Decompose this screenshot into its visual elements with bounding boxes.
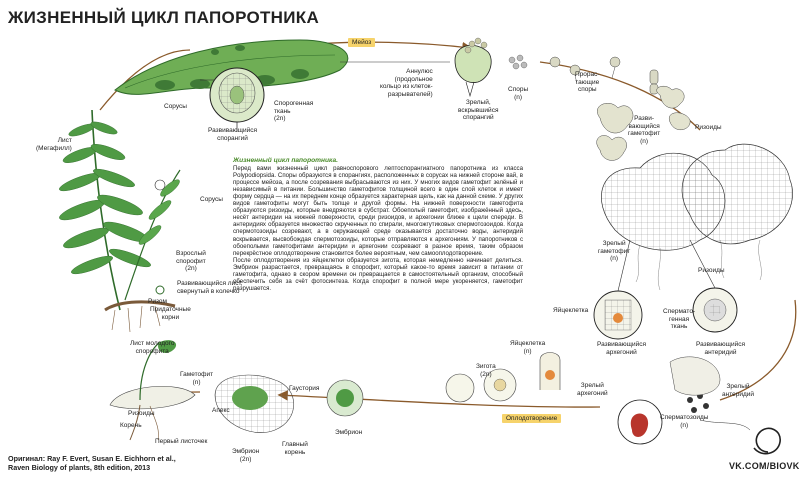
fiddlehead-shape bbox=[156, 286, 164, 294]
label-egg-cell-top: Яйцеклетка bbox=[553, 307, 589, 314]
label-annulus: Аннулюс (продольное кольцо из клеток- разрывателей) bbox=[380, 68, 433, 98]
mature-gametophyte-illustration bbox=[601, 144, 792, 290]
label-sori-leaf: Сорусы bbox=[200, 196, 223, 203]
embryo-illustration bbox=[327, 380, 363, 416]
label-gametophyte-bottom: Гаметофит (n) bbox=[180, 371, 214, 386]
label-germinating-spores: Прорас- тающие споры bbox=[575, 71, 600, 93]
page-title: ЖИЗНЕННЫЙ ЦИКЛ ПАПОРОТНИКА bbox=[8, 8, 320, 27]
source-credit: Оригинал: Ray F. Evert, Susan E. Eichhorn et al., Raven Biology of plants, 8th edition, 2013 bbox=[8, 454, 176, 472]
description-block bbox=[233, 157, 523, 292]
label-adult-sporophyte: Взрослый спорофит (2n) bbox=[176, 250, 206, 272]
description-text: Перед вами жизненный цикл равноспорового лептоспорангиатного папоротника из класса Polypodiopsida. Споры образуются в спорангиях, расположенных в сорусах на нижней стороне вай, в процессе мейоза, а после созревания выбрасываются из них. У многих видов гаметофит зелёный и независимый в питании. Большинство гаметофитов толщиной всего в один слой клеток и имеет форму сердца — на их переднем конце образуется характерная щель, как на данной схеме. У других видов гаметофиты могут быть толще и другой формы. На нижней поверхности гаметофита образуются ризоиды, которые внедряются в субстрат. Обоеполый гаметофит, изображённый здесь, несёт антеридии на нижней поверхности, среди ризоидов, и архегонии ближе к щели спереди. В антеридиях образуется множество скрученных по спирали, многожгутиковых спермотозоидов. Когда спермотозоиды созревают, а в окружающей среде оказывается достаточно воды, антеридий вскрывается, высвобождая спермотозоиды, которые отправляются к архегониям. У папоротников с обоеполыми гаметофитами антеридии и архегонии созревают в разное время, таким образом перекрёстное оплодотворение становится более вероятным, чем самооплодотворение. После оплодотворения из яйцеклетки образуется зигота, которая немедленно начинает делиться. Эмбрион разрастается, превращаясь в спорофит, который какое-то время зависит в питании от гаметофита, однако в скором времени он превращается в самостоятельный организм, способный обеспечить себя за счёт фотосинтеза. Когда спорофит в полной мере укореняется, гаметофит разрушается. bbox=[233, 165, 523, 292]
watermark-link[interactable]: VK.COM/BIOVK bbox=[729, 461, 800, 471]
label-developing-archegonium: Развивающийся архегоний bbox=[597, 341, 646, 356]
label-developing-sporangium: Развивающийся спорангий bbox=[208, 127, 257, 142]
meiosis-tag: Мейоз bbox=[348, 38, 375, 47]
label-mature-sporangium: Зрелый, вскрывшийся спорангий bbox=[458, 99, 499, 121]
archegonium-zoom bbox=[594, 291, 642, 339]
label-rhizoids-right: Ризоиды bbox=[698, 267, 725, 274]
label-spermatozoids: Сперматозоиды (n) bbox=[660, 414, 709, 429]
antheridium-zoom bbox=[693, 288, 737, 332]
sorus-shape bbox=[155, 80, 175, 90]
developing-sporangium-illustration bbox=[210, 68, 264, 132]
label-developing-antheridium: Развивающийся антеридий bbox=[696, 341, 745, 356]
label-leaf: Лист (Мегафилл) bbox=[36, 137, 72, 152]
label-root: Корень bbox=[120, 422, 142, 429]
label-mature-archegonium: Зрелый архегоний bbox=[577, 382, 608, 397]
mature-archegonium-illustration bbox=[540, 353, 560, 391]
mature-antheridium-illustration bbox=[618, 357, 750, 444]
embryo-gametophyte-illustration bbox=[215, 375, 294, 433]
fertilization-tag: Оплодотворение bbox=[502, 414, 561, 423]
label-embryo: Эмбрион bbox=[335, 429, 363, 436]
label-main-root: Главный корень bbox=[282, 441, 308, 456]
label-sori-top: Сорусы bbox=[164, 103, 187, 110]
label-foot: Гаустория bbox=[289, 385, 320, 392]
label-mature-gametophyte: Зрелый гаметофит (n) bbox=[598, 240, 631, 262]
label-spores: Споры (n) bbox=[508, 86, 529, 101]
label-sporogenic: Спорогенная ткань (2n) bbox=[274, 100, 314, 122]
egg-illustration bbox=[446, 374, 474, 402]
label-developing-leaf: Развивающийся лист, свернутый в колечко bbox=[177, 280, 243, 295]
spiral-icon bbox=[754, 428, 780, 453]
label-developing-gametophyte: Разви- вающийся гаметофит (n) bbox=[628, 115, 661, 145]
label-zygote: Зигота (2n) bbox=[476, 363, 496, 378]
description-heading: Жизненный цикл папоротника. bbox=[233, 157, 338, 164]
label-adventitious-roots: Придаточные корни bbox=[150, 306, 191, 321]
label-young-leaf: Лист молодого спорофита bbox=[130, 340, 175, 355]
label-first-leaf: Первый листочек bbox=[155, 438, 208, 445]
label-spermatogenic: Сперматo- генная ткань bbox=[663, 308, 696, 330]
label-egg-cell-bottom: Яйцеклетка (n) bbox=[510, 340, 546, 355]
label-apex: Апекс bbox=[212, 407, 230, 414]
label-rhizoids-top: Ризоиды bbox=[695, 124, 722, 131]
label-rhizoids-bottom: Ризоиды bbox=[128, 410, 155, 417]
label-rhizome: Ризом bbox=[148, 298, 167, 305]
label-mature-antheridium: Зрелый антеридий bbox=[722, 383, 755, 398]
egg-cell-marker bbox=[613, 313, 623, 323]
spores-cluster bbox=[509, 55, 527, 69]
label-embryo-2n: Эмбрион (2n) bbox=[232, 448, 260, 463]
